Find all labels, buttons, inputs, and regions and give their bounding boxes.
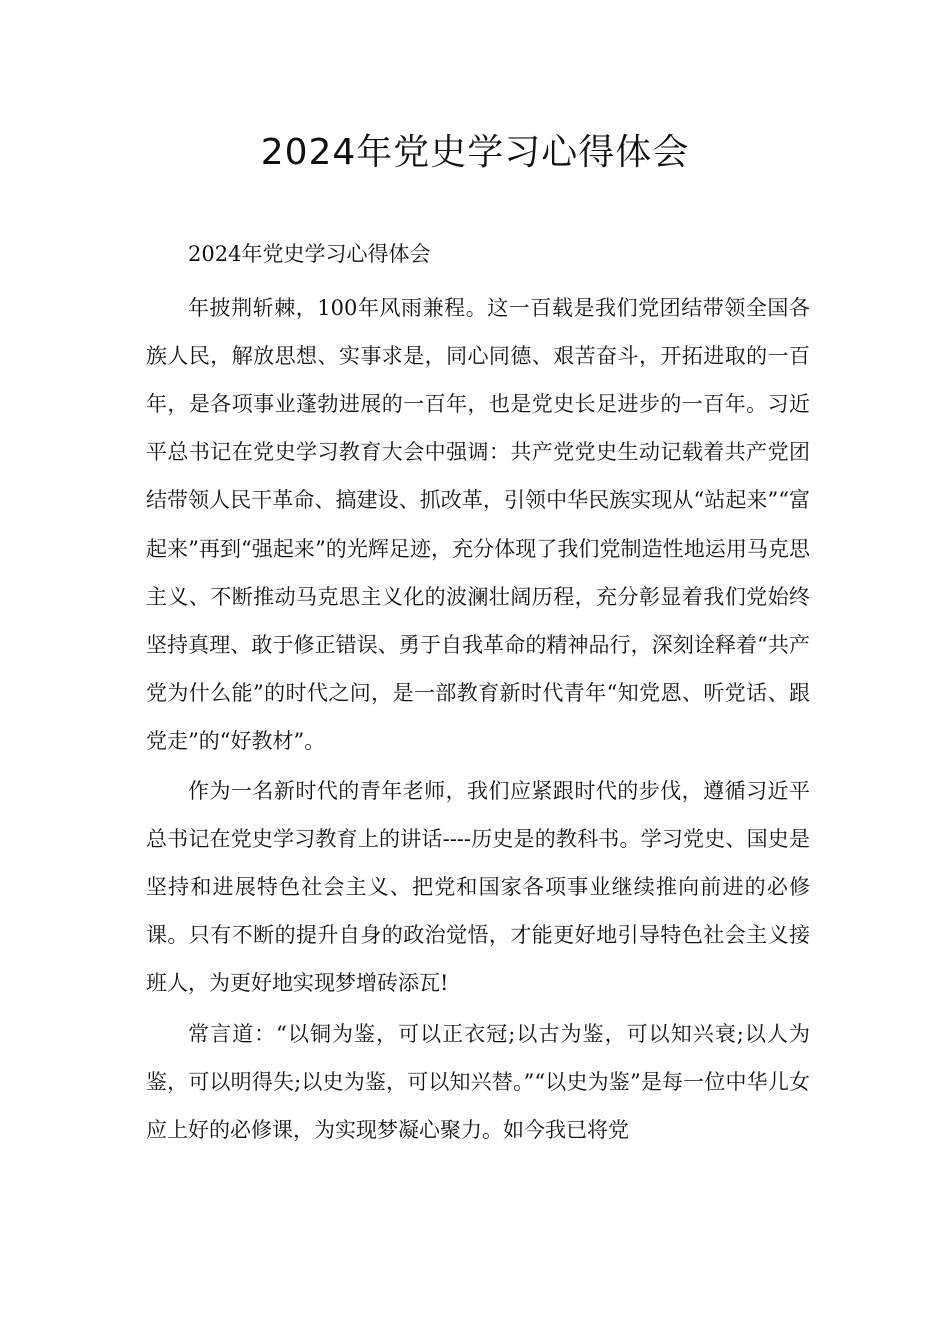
- document-body: [146, 230, 810, 1154]
- paragraph-2: 作为一名新时代的青年老师，我们应紧跟时代的步伐，遵循习近平总书记在党史学习教育上的讲话----历史是的教科书。学习党史、国史是坚持和进展特色社会主义、把党和国家各项事业继续推向前进的必修课。只有不断的提升自身的政治觉悟，才能更好地引导特色社会主义接班人，为更好地实现梦增砖添瓦!: [146, 779, 810, 996]
- document-title: 2024年党史学习心得体会: [260, 132, 690, 173]
- paragraph-1: 年披荆斩棘，100年风雨兼程。这一百载是我们党团结带领全国各族人民，解放思想、实事求是，同心同德、艰苦奋斗，开拓进取的一百年，是各项事业蓬勃进展的一百年，也是党史长足进步的一百年。习近平总书记在党史学习教育大会中强调：共产党党史生动记载着共产党团结带领人民干革命、搞建设、抓改革，引领中华民族实现从“站起来”“富起来”再到“强起来”的光辉足迹，充分体现了我们党制造性地运用马克思主义、不断推动马克思主义化的波澜壮阔历程，充分彰显着我们党始终坚持真理、敢于修正错误、勇于自我革命的精神品行，深刻诠释着“共产党为什么能”的时代之问，是一部教育新时代青年“知党恩、听党话、跟党走”的“好教材”。: [146, 296, 810, 753]
- paragraph-3: 常言道：“以铜为鉴，可以正衣冠;以古为鉴，可以知兴衰;以人为鉴，可以明得失;以史为鉴，可以知兴替。”“以史为鉴”是每一位中华儿女应上好的必修课，为实现梦凝心聚力。如今我已将党: [146, 1021, 810, 1142]
- document-subtitle: 2024年党史学习心得体会: [188, 242, 431, 266]
